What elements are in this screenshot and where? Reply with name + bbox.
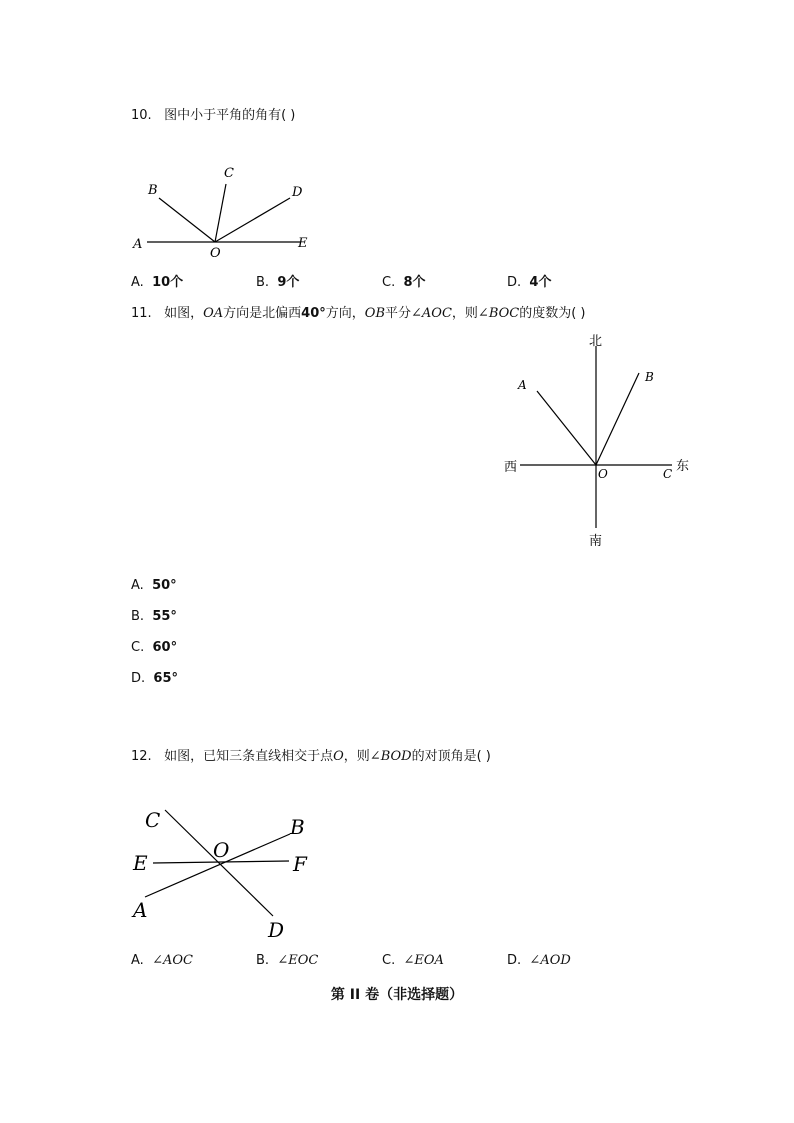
ray-ob (159, 198, 215, 242)
label-b: B (290, 815, 305, 839)
option-a: A. ∠AOC (131, 953, 193, 968)
label-east: 东 (676, 459, 690, 474)
option-c: C. 8个 (382, 275, 426, 290)
ray-ob (596, 373, 639, 465)
question-text: 图中小于平角的角有( ) (164, 108, 296, 123)
label-b: B (645, 370, 654, 384)
label-o: O (213, 838, 230, 862)
option-c: C. 60° (131, 640, 178, 655)
option-b: B. ∠EOC (256, 953, 319, 968)
angle-figure-q10 (125, 160, 325, 260)
label-c: C (224, 166, 234, 181)
ray-od (215, 198, 290, 242)
label-o: O (210, 246, 221, 260)
label-c: C (663, 467, 673, 481)
label-a: A (133, 237, 143, 252)
label-e: E (133, 851, 148, 875)
option-a: A. 50° (131, 578, 177, 593)
label-e: E (298, 236, 308, 251)
option-c: C. ∠EOA (382, 953, 444, 968)
compass-figure-q11 (500, 328, 700, 553)
label-a: A (133, 898, 148, 922)
question-11: 11. 如图，OA方向是北偏西40°方向，OB平分∠AOC，则∠BOC的度数为( ) (131, 306, 586, 321)
option-b: B. 9个 (256, 275, 300, 290)
ray-oc (215, 184, 226, 242)
label-d: D (292, 185, 303, 200)
intersecting-lines-figure-q12 (125, 800, 325, 945)
label-b: B (148, 183, 158, 198)
label-d: D (268, 918, 285, 942)
label-west: 西 (504, 460, 518, 475)
option-d: D. 65° (131, 671, 179, 686)
question-number: 12. (131, 749, 152, 764)
option-d: D. 4个 (507, 275, 552, 290)
label-a: A (518, 378, 527, 392)
label-o: O (598, 467, 608, 481)
question-12: 12. 如图，已知三条直线相交于点O，则∠BOD的对顶角是( ) (131, 749, 491, 764)
section-title: 第 II 卷（非选择题） (330, 987, 464, 1003)
question-10 (131, 104, 295, 123)
option-a: A. 10个 (131, 275, 184, 290)
ray-oa (537, 391, 596, 465)
option-d: D. ∠AOD (507, 953, 571, 968)
label-c: C (145, 808, 161, 832)
label-north: 北 (589, 334, 603, 349)
option-b: B. 55° (131, 609, 177, 624)
label-f: F (293, 852, 307, 876)
question-number: 11. (131, 306, 152, 321)
question-number: 10. (131, 108, 152, 123)
label-south: 南 (589, 534, 603, 549)
